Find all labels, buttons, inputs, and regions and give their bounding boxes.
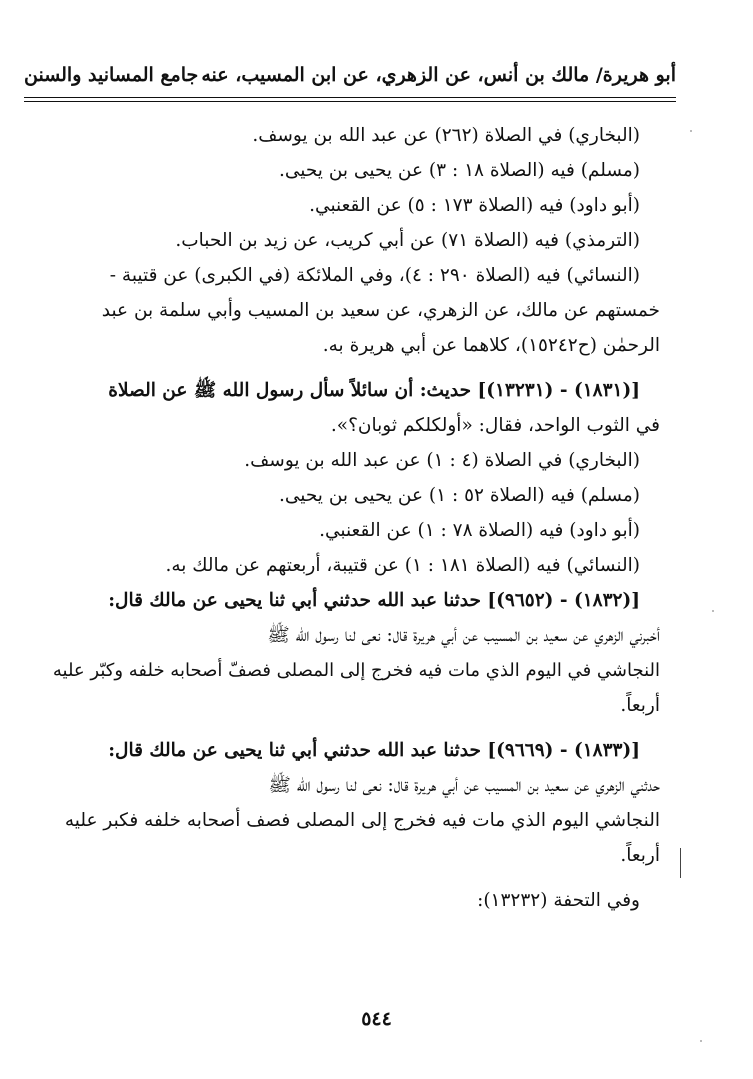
hadith-heading-line: [(١٨٣٣) - (٩٦٦٩)] حدثنا عبد الله حدثني أبي ثنا يحيى عن مالك قال: [108, 740, 640, 761]
paragraph-gap [40, 873, 660, 883]
paragraph-gap [40, 723, 660, 733]
text-line: أربعاً. [620, 845, 660, 866]
text-line: النجاشي اليوم الذي مات فيه فخرج إلى المصلى فصف أصحابه خلفه فكبر عليه [64, 810, 660, 831]
scan-speck [690, 130, 692, 132]
header-rule-top [24, 97, 676, 98]
text-line: وفي التحفة (١٣٢٣٢): [477, 890, 640, 911]
header-book-title: جامع المسانيد والسنن [24, 64, 199, 86]
text-line: (النسائي) فيه (الصلاة ٢٩٠ : ٤)، وفي الملائكة (في الكبرى) عن قتيبة - [109, 265, 640, 286]
header-rule-bottom [24, 101, 676, 102]
header-chapter-title: أبو هريرة/ مالك بن أنس، عن الزهري، عن ابن المسيب، عنه [201, 64, 676, 86]
text-line: (النسائي) فيه (الصلاة ١٨١ : ١) عن قتيبة، أربعتهم عن مالك به. [165, 555, 640, 576]
body-text [40, 118, 660, 918]
hadith-heading-line: [(١٨٣٢) - (٩٦٥٢)] حدثنا عبد الله حدثني أبي ثنا يحيى عن مالك قال: [108, 590, 640, 611]
text-line: أخبرني الزهري عن سعيد بن المسيب عن أبي هريرة قال: نعى لنا رسول الله ﷺ [267, 625, 660, 646]
scan-speck [700, 1040, 702, 1042]
margin-mark [680, 848, 681, 878]
text-line: (الترمذي) فيه (الصلاة ٧١) عن أبي كريب، عن زيد بن الحباب. [175, 230, 640, 251]
text-line: النجاشي في اليوم الذي مات فيه فخرج إلى المصلى فصفّ أصحابه خلفه وكبّر عليه [52, 660, 660, 681]
text-line: (البخاري) في الصلاة (٢٦٢) عن عبد الله بن يوسف. [252, 125, 640, 146]
text-line: (مسلم) فيه (الصلاة ٥٢ : ١) عن يحيى بن يحيى. [278, 485, 640, 506]
text-line: أربعاً. [620, 695, 660, 716]
text-line: في الثوب الواحد، فقال: «أولكلكم ثوبان؟». [330, 415, 660, 436]
text-line: (مسلم) فيه (الصلاة ١٨ : ٣) عن يحيى بن يحيى. [278, 160, 640, 181]
text-line: خمستهم عن مالك، عن الزهري، عن سعيد بن المسيب وأبي سلمة بن عبد [101, 300, 660, 321]
scan-speck [712, 610, 714, 612]
text-line: (أبو داود) فيه (الصلاة ٧٨ : ١) عن القعنبي. [319, 520, 640, 541]
text-line: (البخاري) في الصلاة (٤ : ١) عن عبد الله بن يوسف. [244, 450, 640, 471]
text-line: الرحمٰن (ح١٥٢٤٢)، كلاهما عن أبي هريرة به. [322, 335, 660, 356]
page-number: ٥٤٤ [361, 1008, 392, 1030]
paragraph-gap [40, 363, 660, 373]
hadith-heading-line: [(١٨٣١) - (١٣٢٣١)] حديث: أن سائلاً سأل رسول الله ﷺ عن الصلاة [108, 380, 640, 401]
text-line: حدثني الزهري عن سعيد بن المسيب عن أبي هريرة قال: نعى لنا رسول الله ﷺ [268, 775, 660, 796]
running-header [24, 60, 676, 100]
text-line: (أبو داود) فيه (الصلاة ١٧٣ : ٥) عن القعنبي. [309, 195, 640, 216]
